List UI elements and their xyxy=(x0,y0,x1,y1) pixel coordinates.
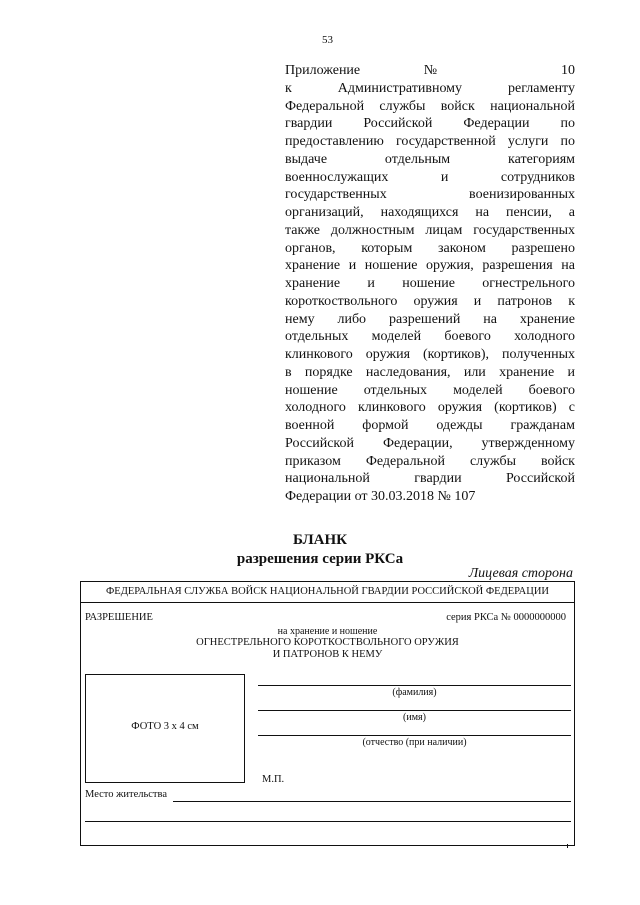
side-label: Лицевая сторона xyxy=(468,566,573,581)
appendix-line: предоставлению государственной услуги по xyxy=(285,134,575,149)
residence-line[interactable] xyxy=(173,801,571,802)
appendix-line: военной формой одежды гражданам xyxy=(285,418,575,433)
weapon-type-line2: И ПАТРОНОВ К НЕМУ xyxy=(272,649,383,660)
appendix-line: к Административному регламенту xyxy=(285,80,575,96)
photo-box xyxy=(85,674,245,783)
appendix-line: национальной гвардии Российской xyxy=(285,471,575,487)
appendix-line: государственных военизированных xyxy=(285,187,575,203)
permit-form xyxy=(80,581,575,846)
weapon-type xyxy=(81,637,574,661)
residence-label: Место жительства xyxy=(85,789,167,800)
appendix-line: отдельных моделей боевого холодного xyxy=(285,329,575,345)
appendix-line: приказом Федеральной службы войск xyxy=(285,453,575,469)
appendix-line: хранение и ношение оружия, разрешения на xyxy=(285,258,575,274)
permit-label: РАЗРЕШЕНИЕ xyxy=(85,612,153,623)
appendix-line: выдаче отдельным категориям xyxy=(285,151,575,167)
appendix-line: хранение и ношение огнестрельного xyxy=(285,276,575,291)
form-subtitle: разрешения серии РКСа xyxy=(236,551,404,567)
corner-mark xyxy=(567,844,568,848)
appendix-header xyxy=(285,62,575,506)
appendix-line: ношение отдельных моделей боевого xyxy=(285,382,575,398)
agency-name: ФЕДЕРАЛЬНАЯ СЛУЖБА ВОЙСК НАЦИОНАЛЬНОЙ ГВАРДИИ РОССИЙСКОЙ ФЕДЕРАЦИИ xyxy=(105,586,549,597)
appendix-line: клинкового оружия (кортиков), полученных xyxy=(285,347,575,362)
appendix-line: нему либо разрешений на хранение xyxy=(285,311,575,327)
residence-line-2[interactable] xyxy=(85,821,571,822)
page-number: 53 xyxy=(322,34,333,46)
appendix-line: организаций, находящихся на пенсии, а xyxy=(285,205,575,220)
appendix-line: также должностным лицам государственных xyxy=(285,222,575,238)
photo-label: ФОТО 3 х 4 см xyxy=(131,721,199,732)
appendix-line: короткоствольного оружия и патронов к xyxy=(285,293,575,309)
appendix-line: военнослужащих и сотрудников xyxy=(285,169,575,185)
name-caption: (имя) xyxy=(403,712,426,723)
appendix-line: Федерации от 30.03.2018 № 107 xyxy=(285,489,476,504)
patronymic-line[interactable] xyxy=(258,735,571,736)
patronymic-caption: (отчество (при наличии) xyxy=(362,737,467,748)
series-number: серия РКСа № 0000000000 xyxy=(446,612,566,623)
permit-purpose: на хранение и ношение xyxy=(277,626,378,637)
header-divider xyxy=(81,602,574,603)
surname-caption: (фамилия) xyxy=(392,687,437,698)
surname-line[interactable] xyxy=(258,685,571,686)
weapon-type-line1: ОГНЕСТРЕЛЬНОГО КОРОТКОСТВОЛЬНОГО ОРУЖИЯ xyxy=(196,637,459,648)
appendix-line: Федеральной службы войск национальной xyxy=(285,98,575,114)
name-line[interactable] xyxy=(258,710,571,711)
stamp-label: М.П. xyxy=(262,774,285,785)
appendix-line: в порядке наследования, или хранение и xyxy=(285,364,575,380)
appendix-line: холодного клинкового оружия (кортиков) с xyxy=(285,400,575,416)
form-title: БЛАНК xyxy=(292,532,348,548)
appendix-line: Российской Федерации, утвержденному xyxy=(285,435,575,451)
appendix-line: гвардии Российской Федерации по xyxy=(285,116,575,132)
appendix-line: Приложение № 10 xyxy=(285,63,575,78)
appendix-line: органов, которым законом разрешено xyxy=(285,240,575,256)
